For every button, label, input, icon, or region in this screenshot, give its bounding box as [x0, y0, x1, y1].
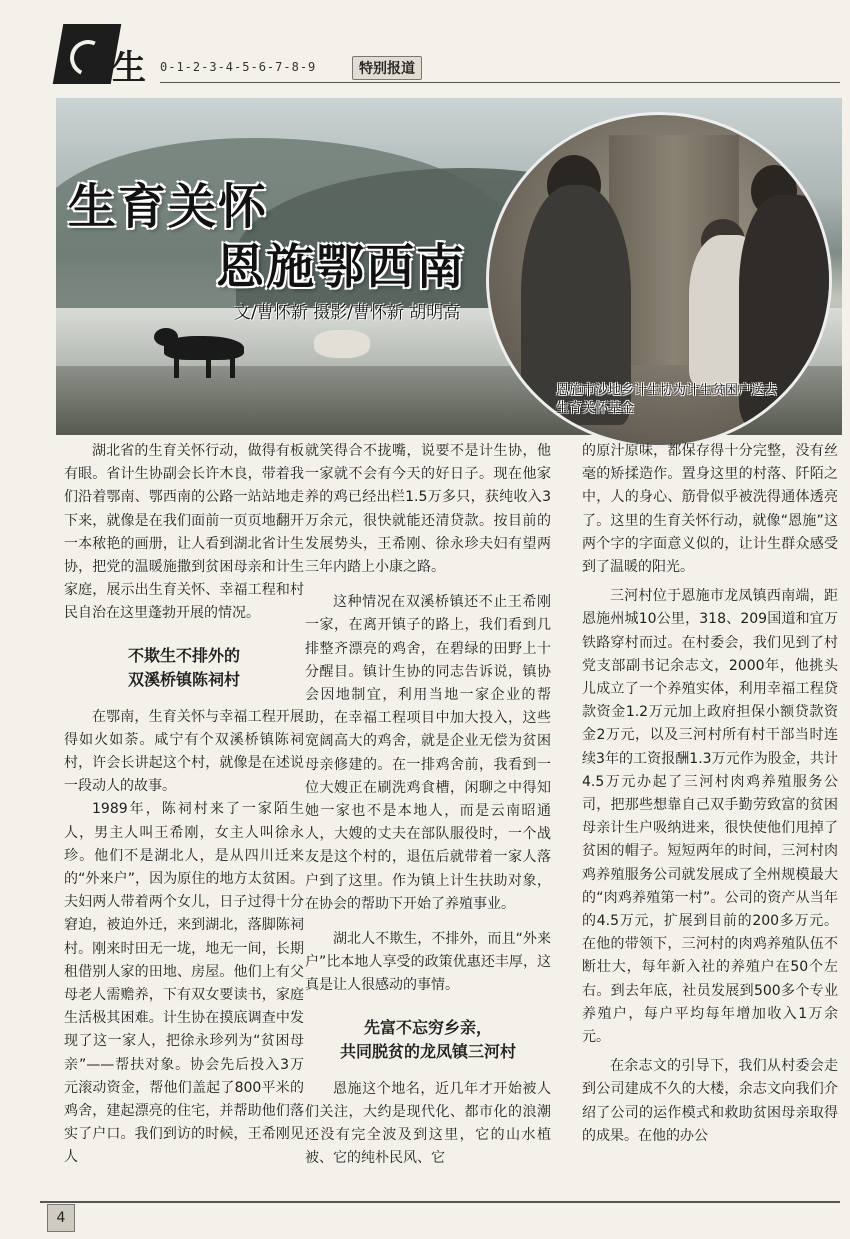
- page-number: 4: [47, 1204, 75, 1232]
- subheading-line: 共同脱贫的龙凤镇三河村: [339, 1041, 516, 1061]
- article-paragraph: 就笑得合不拢嘴，说要不是计生协，他一家就不会有今天的好日子。现在他家养的鸡已经出栏1.5万多只，获纯收入3万余元，很快就能还清贷款。按目前的发展势头，王希刚、徐永珍夫妇有望两三年内踏上小康之路。: [305, 443, 551, 576]
- footer-rule: [40, 1201, 840, 1203]
- article-paragraph: 在鄂南，生育关怀与幸福工程开展得如火如荼。咸宁有个双溪桥镇陈祠村，许会长讲起这个村，就像是在述说一段动人的故事。: [64, 708, 304, 795]
- dog-icon: [314, 330, 370, 358]
- article-paragraph: 的原汁原味，都保存得十分完整，没有丝毫的矫揉造作。置身这里的村落、阡陌之中，人的身心、筋骨似乎被洗得通体透亮了。这里的生育关怀行动，就像“恩施”这两个字的字面意义似的，让计生群众感受到了温暖的阳光。: [582, 443, 838, 576]
- article-paragraph: 恩施这个地名，近几年才开始被人们关注，大约是现代化、都市化的浪潮还没有完全波及到这里，它的山水植被、它的纯朴民风、它: [305, 1080, 551, 1167]
- page-header: [40, 18, 840, 90]
- headline-line1: 生育关怀: [68, 179, 269, 235]
- headline-line2: 恩施鄂西南: [216, 239, 467, 295]
- subheading: [64, 644, 304, 692]
- article-column-1: [64, 440, 304, 1170]
- dog-leg: [206, 356, 211, 378]
- article-paragraph: 1989年，陈祠村来了一家陌生人，男主人叫王希刚，女主人叫徐永珍。他们不是湖北人，是从四川迁来的“外来户”，因为原住的地方太贫困。夫妇两人带着两个女儿，日子过得十分窘迫，被迫外迁，来到湖北，落脚陈祠村。刚来时田无一垅，地无一间，长期租借别人家的田地、房屋。他们上有父母老人需赡养，下有双女要读书，家庭生活极其困难。计生协在摸底调查中发现了这一家人，把徐永珍列为“贫困母亲”——帮扶对象。协会先后投入3万元滚动资金，帮他们盖起了800平米的鸡舍，建起漂亮的住宅，并帮助他们落实了户口。我们到访的时候，王希刚见人: [64, 801, 304, 1166]
- photo-caption: 恩施市沙地乡计生协为计生贫困户送去生育关怀基金: [556, 383, 778, 416]
- article-column-2: [305, 440, 551, 1170]
- article-paragraph: 在余志文的引导下，我们从村委会走到公司建成不久的大楼，余志文向我们介绍了公司的运作模式和救助贫困母亲取得的成果。在他的办公: [582, 1058, 838, 1144]
- header-digits: 0-1-2-3-4-5-6-7-8-9: [160, 60, 317, 74]
- magazine-logo-text: 生: [112, 48, 146, 88]
- header-divider: [160, 82, 840, 83]
- dog-leg: [174, 356, 179, 378]
- article-column-3: [582, 440, 838, 1148]
- subheading-line: 不欺生不排外的: [127, 645, 240, 665]
- subheading-line: 先富不忘穷乡亲，: [363, 1017, 492, 1037]
- section-label: 特别报道: [352, 56, 422, 80]
- article-paragraph: 湖北省的生育关怀行动，做得有板有眼。省计生协副会长许木良，带着我们沿着鄂南、鄂西南的公路一站站地走下来，就像是在我们面前一页页地翻开一本秾艳的画册，让人看到湖北省计生协，把党的温暖施撒到贫困母亲和计生家庭，展示出生育关怀、幸福工程和村民自治在这里蓬勃开展的情况。: [64, 443, 304, 622]
- article-paragraph: 三河村位于恩施市龙凤镇西南端，距恩施州城10公里，318、209国道和宜万铁路穿村而过。在村委会，我们见到了村党支部副书记余志文，2000年，他挑头儿成立了一个养殖实体，利用幸福工程贷款资金1.2万元加上政府担保小额贷款资金2万元，以及三河村所有村干部当时连续3年的工资报酬1.3万元作为股金，共计4.5万元办起了三河村肉鸡养殖服务公司，把那些想靠自己双手勤劳致富的贫困母亲计生户吸纳进来，很快使他们甩掉了贫困的帽子。短短两年的时间，三河村肉鸡养殖服务公司就发展成了全州规模最大的“肉鸡养殖第一村”。公司的资产从当年的4.5万元，扩展到目前的200多万元。在他的带领下，三河村的肉鸡养殖队伍不断壮大，每年新入社的养殖户在50个左右。到去年底，社员发展到500多个专业养殖户，每户平均每年增加收入1万余元。: [582, 588, 838, 1046]
- subheading: [305, 1016, 551, 1064]
- dog-leg: [230, 356, 235, 378]
- subheading-line: 双溪桥镇陈祠村: [127, 669, 240, 689]
- article-paragraph: 湖北人不欺生，不排外，而且“外来户”比本地人享受的政策优惠还丰厚，这真是让人很感动的事情。: [305, 931, 551, 994]
- byline: 文/曹怀新 摄影/曹怀新 胡明高: [234, 303, 461, 323]
- article-paragraph: 这种情况在双溪桥镇还不止王希刚一家，在离开镇子的路上，我们看到几排整齐漂亮的鸡舍，在碧绿的田野上十分醒目。镇计生协的同志告诉说，镇协会因地制宜，利用当地一家企业的帮助，在幸福工程项目中加大投入，这些宽阔高大的鸡舍，就是企业无偿为贫困母亲修建的。在一排鸡舍前，我看到一位大嫂正在刷洗鸡食槽，闲聊之中得知她一家也不是本地人，而是云南昭通人，大嫂的丈夫在部队服役时，一个战友是这个村的，退伍后就带着一家人落户到了这里。作为镇上计生扶助对象，在协会的帮助下开始了养殖事业。: [305, 594, 551, 912]
